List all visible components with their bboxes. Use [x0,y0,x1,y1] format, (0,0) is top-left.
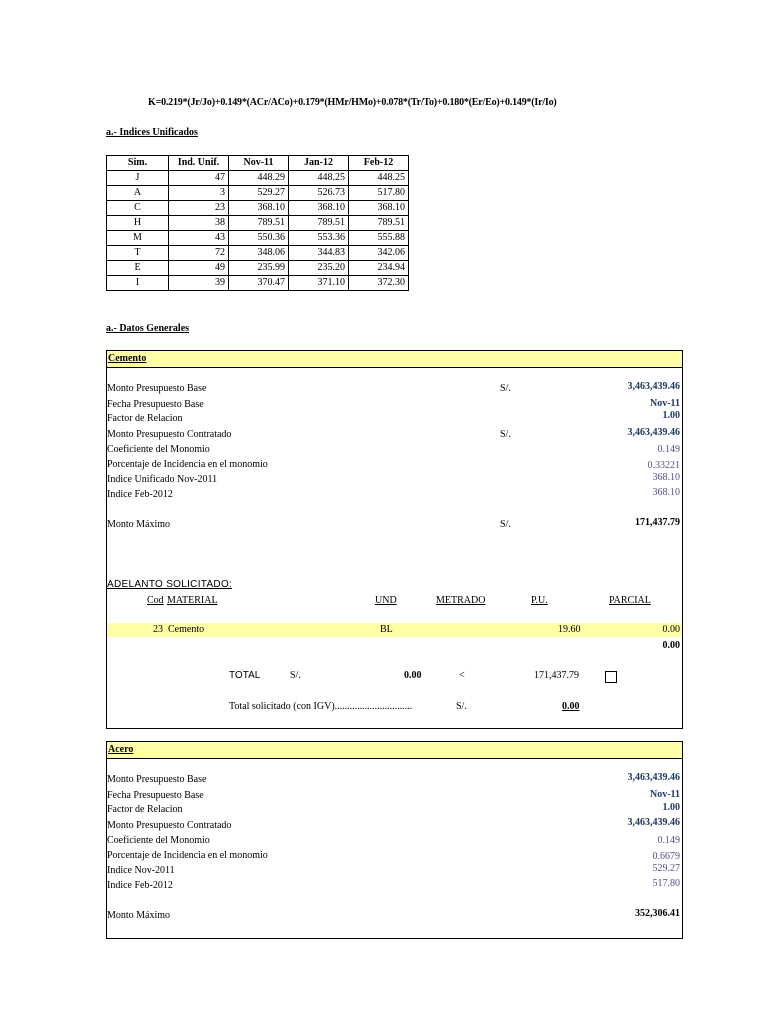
ace-value-coeficiente: 0.149 [657,835,680,846]
cem-value-monto-contratado: 3,463,439.46 [627,427,680,438]
cem-currency-monto-contratado: S/. [500,429,511,440]
cem-value-porcentaje: 0.33221 [647,460,680,471]
cell: 372.30 [349,276,409,291]
cell: 49 [169,261,229,276]
adelanto-title: ADELANTO SOLICITADO: [107,579,233,590]
cell: 23 [169,201,229,216]
cem-label-porcentaje: Porcentaje de Incidencia en el monomio [107,459,268,470]
cell: 344.83 [289,246,349,261]
cell: A [107,186,169,201]
ace-value-monto-contratado: 3,463,439.46 [627,817,680,828]
ace-label-indice-feb: Indice Feb-2012 [107,880,173,891]
ace-value-monto-base: 3,463,439.46 [627,772,680,783]
adelanto-header-pu: P.U. [531,595,548,606]
ace-value-porcentaje: 0.6679 [652,851,680,862]
cell: 368.10 [229,201,289,216]
cell: 348.06 [229,246,289,261]
cell: 448.25 [289,171,349,186]
cell: 342.06 [349,246,409,261]
cemento-title: Cemento [108,353,147,364]
header-sim: Sim. [107,156,169,171]
cem-value-fecha: Nov-11 [650,398,680,409]
indices-table [106,155,409,291]
cell: 789.51 [289,216,349,231]
cem-label-monto-maximo: Monto Máximo [107,519,171,530]
ace-label-coeficiente: Coeficiente del Monomio [107,835,210,846]
item-parcial: 0.00 [662,624,680,635]
ace-value-fecha: Nov-11 [650,789,680,800]
acero-box [106,741,683,939]
cell: 39 [169,276,229,291]
cem-value-indice-feb: 368.10 [652,487,680,498]
table-row [107,261,409,276]
header-ind-unif: Ind. Unif. [169,156,229,171]
cell: 72 [169,246,229,261]
datos-section-title: a.- Datos Generales [106,323,190,334]
cell: 3 [169,186,229,201]
table-row [107,231,409,246]
cell: J [107,171,169,186]
cem-label-indice-nov: Indice Unificado Nov-2011 [107,474,218,485]
table-row [107,276,409,291]
adelanto-header-metrado: METRADO [436,595,486,606]
total-label: TOTAL [229,670,261,681]
item-pu: 19.60 [558,624,581,635]
cell: 553.36 [289,231,349,246]
acero-title: Acero [108,744,134,755]
cem-value-monto-maximo: 171,437.79 [635,517,680,528]
cell: 448.25 [349,171,409,186]
confirm-checkbox[interactable] [605,671,617,683]
cell: 47 [169,171,229,186]
formula-text: K=0.219*(Jr/Jo)+0.149*(ACr/ACo)+0.179*(HMr/HMo)+0.078*(Tr/To)+0.180*(Er/Eo)+0.149*(Ir/Io) [148,97,557,108]
item-material: Cemento [168,624,205,635]
cell: E [107,261,169,276]
item-cod: 23 [153,624,163,635]
solicitado-currency: S/. [456,701,467,712]
indices-header-row [107,156,409,171]
cem-value-monto-base: 3,463,439.46 [627,381,680,392]
table-row [107,171,409,186]
adelanto-header-und: UND [375,595,397,606]
solicitado-value: 0.00 [562,701,580,712]
cell: 43 [169,231,229,246]
table-row [107,246,409,261]
cell: 789.51 [229,216,289,231]
cell: 371.10 [289,276,349,291]
total-less-than: < [459,670,465,681]
cem-label-indice-feb: Indice Feb-2012 [107,489,173,500]
ace-label-monto-contratado: Monto Presupuesto Contratado [107,820,232,831]
cem-value-indice-nov: 368.10 [652,472,680,483]
cell: 234.94 [349,261,409,276]
cell: 555.88 [349,231,409,246]
ace-label-monto-maximo: Monto Máximo [107,910,171,921]
header-nov-11: Nov-11 [229,156,289,171]
adelanto-subtotal: 0.00 [662,640,680,651]
cem-label-fecha: Fecha Presupuesto Base [107,399,204,410]
cell: 789.51 [349,216,409,231]
cem-label-coeficiente: Coeficiente del Monomio [107,444,210,455]
cell: 550.36 [229,231,289,246]
cell: T [107,246,169,261]
indices-section-title: a.- Indices Unificados [106,127,198,138]
cem-label-monto-base: Monto Presupuesto Base [107,383,207,394]
adelanto-header-cod: Cod [147,595,164,606]
total-currency: S/. [290,670,301,681]
cell: M [107,231,169,246]
cell: 529.27 [229,186,289,201]
total-value: 0.00 [404,670,422,681]
cell: C [107,201,169,216]
cem-value-factor: 1.00 [662,410,680,421]
solicitado-label: Total solicitado (con IGV)............................... [229,701,413,712]
cell: I [107,276,169,291]
ace-value-monto-maximo: 352,306.41 [635,908,680,919]
item-und: BL [380,624,393,635]
ace-label-monto-base: Monto Presupuesto Base [107,774,207,785]
cem-label-factor: Factor de Relacion [107,413,183,424]
cell: 368.10 [289,201,349,216]
header-feb-12: Feb-12 [349,156,409,171]
ace-value-indice-feb: 517.80 [652,878,680,889]
table-row [107,216,409,231]
cell: 517.80 [349,186,409,201]
cem-value-coeficiente: 0.149 [657,444,680,455]
cem-currency-monto-maximo: S/. [500,519,511,530]
acero-header [107,742,682,759]
cemento-box [106,350,683,729]
adelanto-header-parcial: PARCIAL [609,595,651,606]
ace-label-porcentaje: Porcentaje de Incidencia en el monomio [107,850,268,861]
adelanto-header-material: MATERIAL [167,595,218,606]
cell: 235.99 [229,261,289,276]
cem-label-monto-contratado: Monto Presupuesto Contratado [107,429,232,440]
ace-value-factor: 1.00 [662,802,680,813]
cem-currency-monto-base: S/. [500,383,511,394]
ace-label-factor: Factor de Relacion [107,804,183,815]
cell: H [107,216,169,231]
cell: 235.20 [289,261,349,276]
total-max: 171,437.79 [534,670,579,681]
ace-label-fecha: Fecha Presupuesto Base [107,790,204,801]
ace-label-indice-nov: Indice Nov-2011 [107,865,175,876]
cemento-header [107,351,682,368]
cell: 448.29 [229,171,289,186]
adelanto-item-row [107,623,682,637]
ace-value-indice-nov: 529.27 [652,863,680,874]
header-jan-12: Jan-12 [289,156,349,171]
cell: 370.47 [229,276,289,291]
cell: 526.73 [289,186,349,201]
cell: 368.10 [349,201,409,216]
table-row [107,186,409,201]
cell: 38 [169,216,229,231]
table-row [107,201,409,216]
